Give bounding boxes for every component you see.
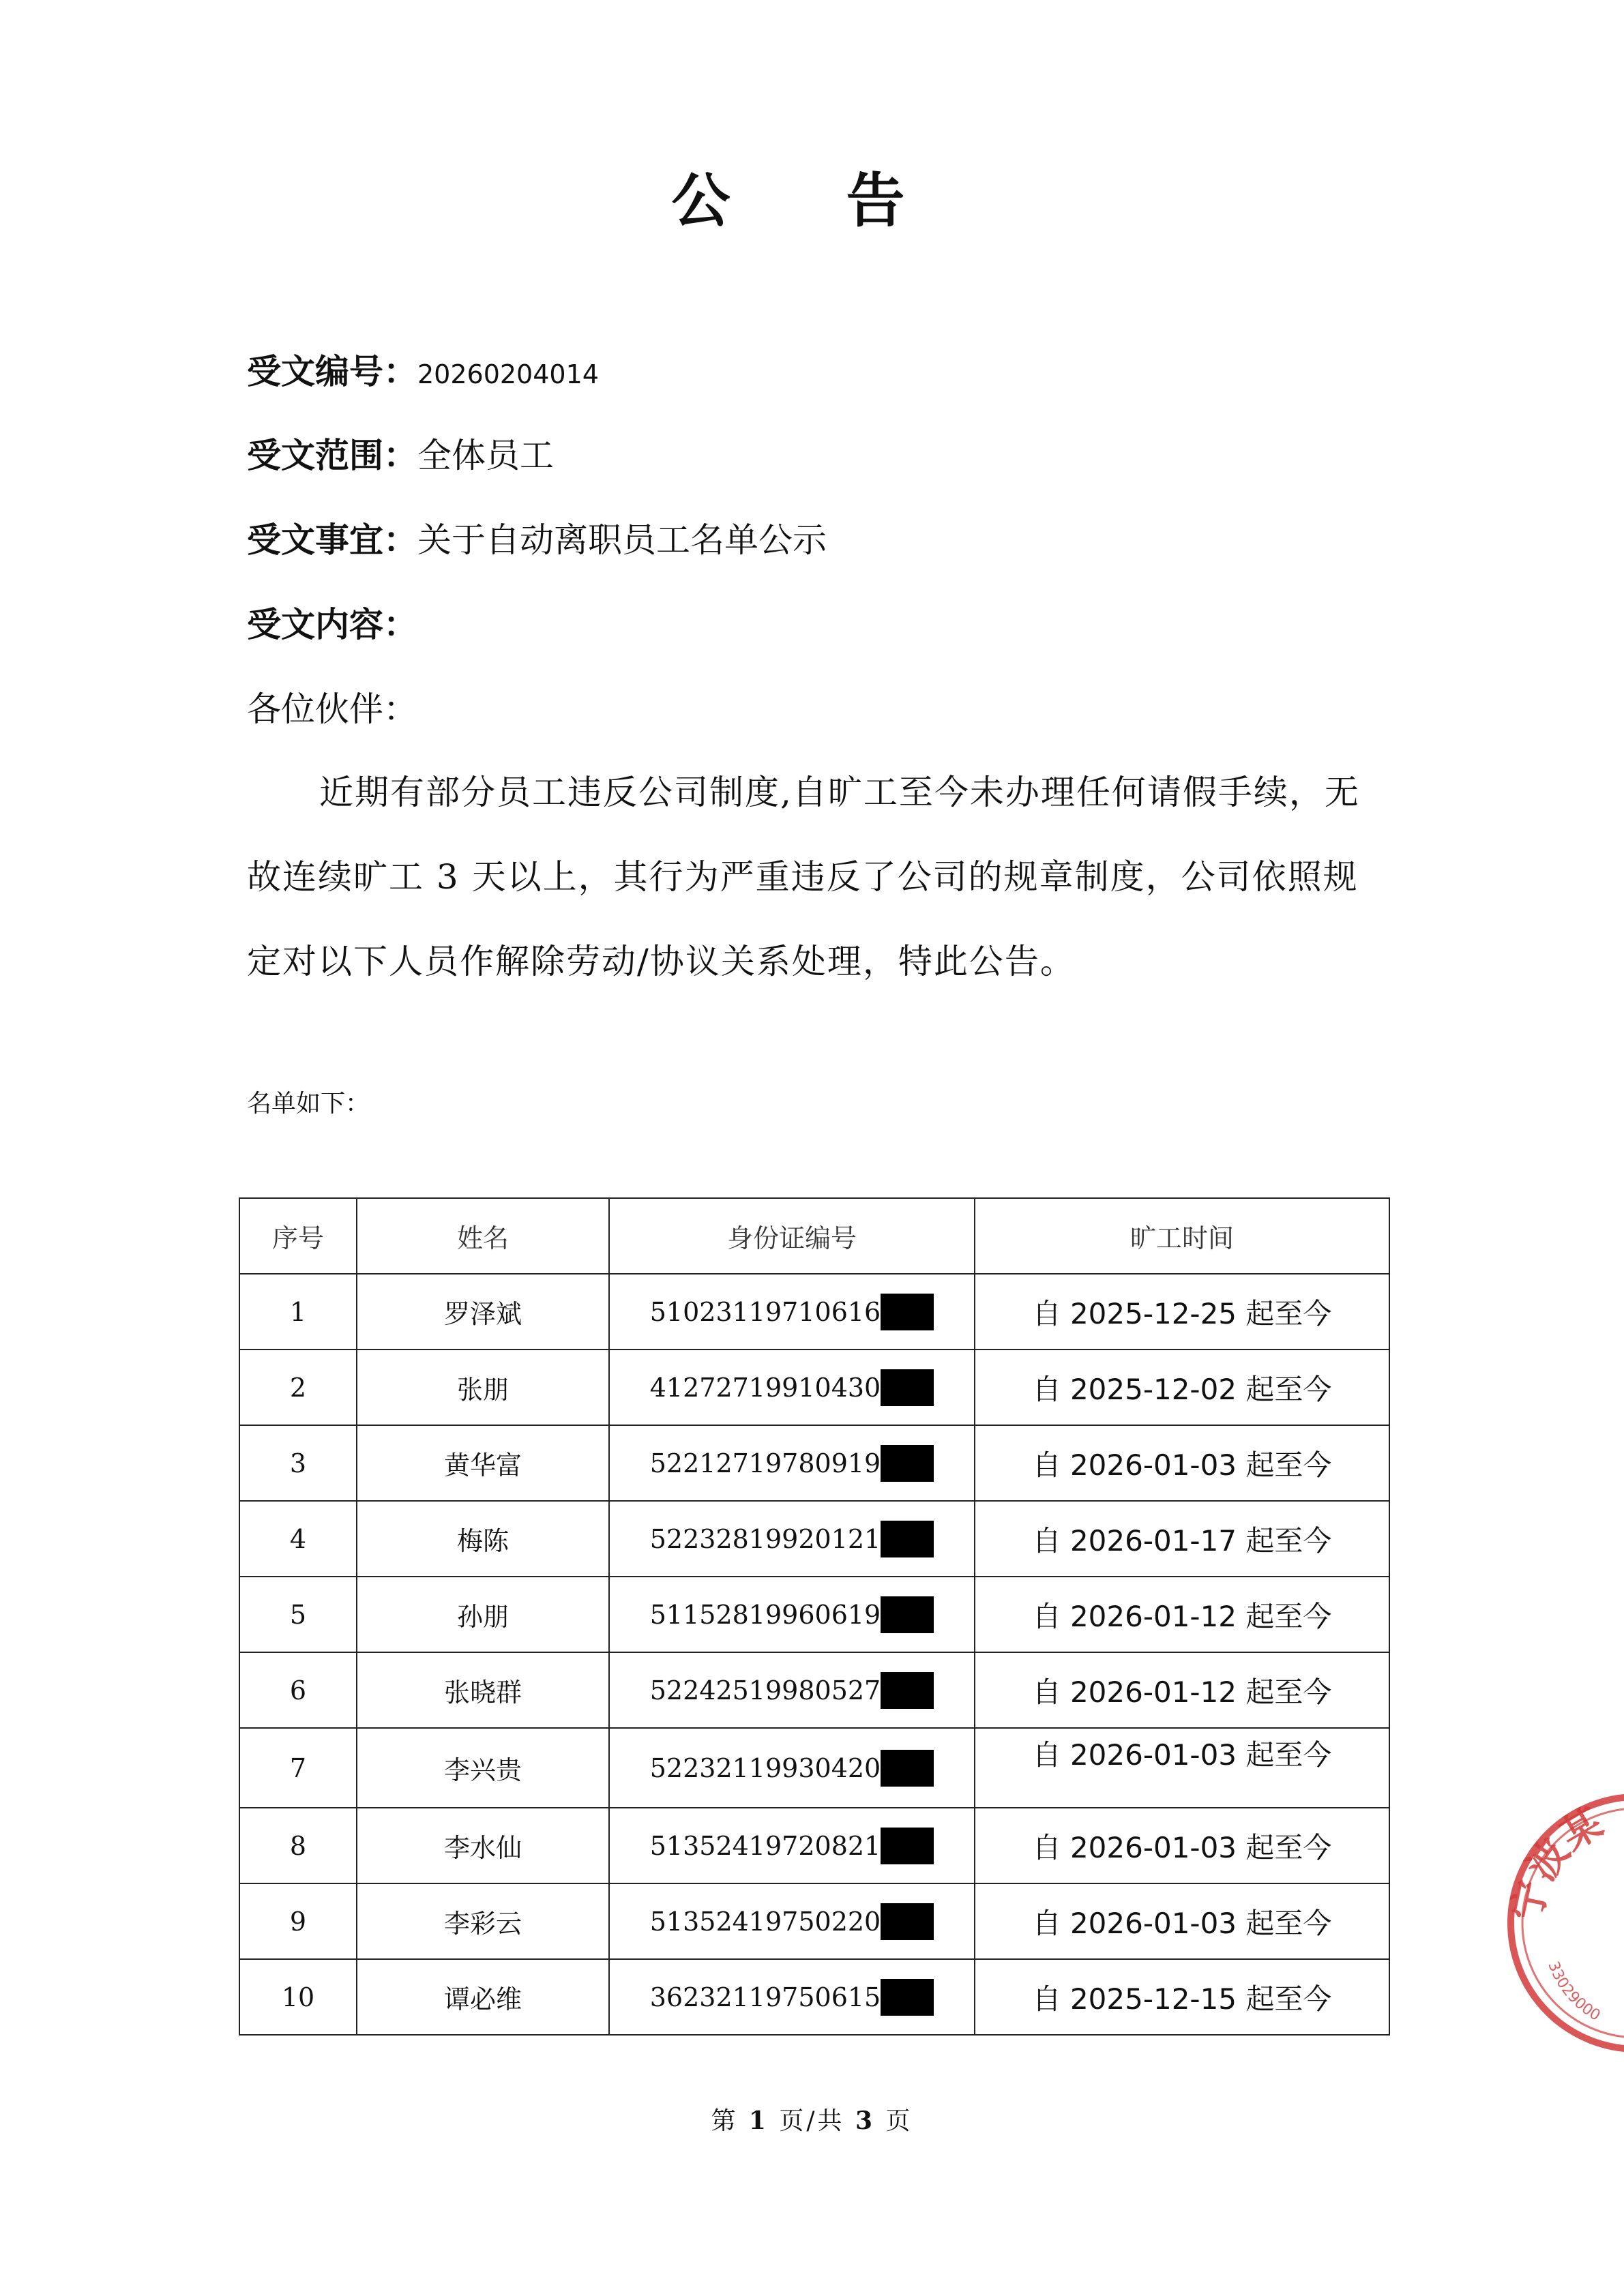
redaction-block [881, 1672, 934, 1709]
row-number: 2 [239, 1350, 357, 1425]
table-row [239, 1728, 1389, 1808]
row-name: 张朋 [357, 1350, 609, 1425]
body-paragraph: 近期有部分员工违反公司制度,自旷工至今未办理任何请假手续，无故连续旷工 3 天以上，其行为严重违反了公司的规章制度，公司依照规定对以下人员作解除劳动/协议关系处理，特此公告。 [247, 773, 1360, 981]
redaction-block [881, 1445, 934, 1482]
table-row [239, 1652, 1389, 1728]
meta-label: 受文编号： [247, 351, 417, 391]
redaction-block [881, 1903, 934, 1940]
table-row [239, 1883, 1389, 1959]
id-visible: 52232819920121 [649, 1523, 881, 1554]
id-visible: 51352419750220 [649, 1906, 881, 1937]
redaction-block [881, 1521, 934, 1557]
company-seal-stamp [1501, 1787, 1624, 2059]
header-name: 姓名 [357, 1198, 609, 1274]
row-time: 自 2026-01-12 起至今 [975, 1652, 1389, 1728]
redaction-block [881, 1369, 934, 1406]
redaction-block [881, 1979, 934, 2016]
row-time: 自 2026-01-03 起至今 [975, 1883, 1389, 1959]
id-visible: 36232119750615 [649, 1982, 881, 2012]
row-time: 自 2025-12-25 起至今 [975, 1274, 1389, 1350]
row-number: 4 [239, 1501, 357, 1577]
meta-scope [247, 428, 554, 477]
header-id-number: 身份证编号 [609, 1198, 975, 1274]
employee-table [239, 1197, 1390, 2036]
id-visible: 52242519980527 [649, 1675, 881, 1705]
table-row [239, 1959, 1389, 2035]
row-name: 李水仙 [357, 1808, 609, 1883]
id-visible: 52212719780919 [649, 1448, 881, 1478]
row-number: 8 [239, 1808, 357, 1883]
table-row [239, 1501, 1389, 1577]
row-id [609, 1350, 975, 1425]
greeting: 各位伙伴： [247, 689, 417, 729]
id-visible: 51023119710616 [649, 1296, 881, 1327]
row-id [609, 1577, 975, 1652]
id-visible: 51352419720821 [649, 1830, 881, 1861]
table-row [239, 1808, 1389, 1883]
row-id [609, 1425, 975, 1501]
row-id [609, 1883, 975, 1959]
svg-text:宁波某 [1503, 1799, 1610, 1924]
meta-value: 全体员工 [417, 436, 554, 475]
row-time: 自 2026-01-03 起至今 [975, 1728, 1389, 1808]
redaction-block [881, 1294, 934, 1330]
meta-doc-number [247, 344, 599, 393]
meta-label: 受文事宜： [247, 520, 417, 560]
header-absence-time: 旷工时间 [975, 1198, 1389, 1274]
row-number: 3 [239, 1425, 357, 1501]
id-visible: 51152819960619 [649, 1599, 881, 1630]
row-name: 李彩云 [357, 1883, 609, 1959]
row-number: 5 [239, 1577, 357, 1652]
row-time: 自 2026-01-12 起至今 [975, 1577, 1389, 1652]
row-number: 10 [239, 1959, 357, 2035]
row-id [609, 1808, 975, 1883]
table-row [239, 1274, 1389, 1350]
header-number: 序号 [239, 1198, 357, 1274]
redaction-block [881, 1596, 934, 1633]
row-number: 1 [239, 1274, 357, 1350]
row-id [609, 1274, 975, 1350]
row-time: 自 2026-01-03 起至今 [975, 1425, 1389, 1501]
row-time: 自 2025-12-15 起至今 [975, 1959, 1389, 2035]
row-number: 6 [239, 1652, 357, 1728]
seal-number: 33029000 [1544, 1959, 1604, 2025]
table-row [239, 1425, 1389, 1501]
row-name: 罗泽斌 [357, 1274, 609, 1350]
footer-total-pages: 3 [855, 2106, 876, 2135]
footer-suffix: 页 [885, 2107, 913, 2135]
row-name: 孙朋 [357, 1577, 609, 1652]
id-visible: 41272719910430 [649, 1372, 881, 1403]
meta-label: 受文范围： [247, 435, 417, 475]
meta-content [247, 597, 417, 646]
table-header-row [239, 1198, 1389, 1274]
row-id [609, 1652, 975, 1728]
footer-prefix: 第 [711, 2107, 739, 2135]
footer-mid: 页/共 [779, 2107, 845, 2135]
table-row [239, 1350, 1389, 1425]
meta-value: 20260204014 [417, 359, 599, 389]
redaction-block [881, 1828, 934, 1864]
row-id [609, 1501, 975, 1577]
page-footer [0, 2102, 1624, 2136]
row-name: 黄华富 [357, 1425, 609, 1501]
footer-page-number: 1 [748, 2106, 769, 2135]
redaction-block [881, 1750, 934, 1787]
row-time: 自 2026-01-17 起至今 [975, 1501, 1389, 1577]
row-time: 自 2025-12-02 起至今 [975, 1350, 1389, 1425]
row-time: 自 2026-01-03 起至今 [975, 1808, 1389, 1883]
row-name: 李兴贵 [357, 1728, 609, 1808]
row-name: 梅陈 [357, 1501, 609, 1577]
row-number: 7 [239, 1728, 357, 1808]
meta-value: 关于自动离职员工名单公示 [417, 520, 827, 560]
row-id [609, 1728, 975, 1808]
meta-subject [247, 513, 827, 562]
list-intro: 名单如下： [247, 1090, 370, 1118]
id-visible: 52232119930420 [649, 1753, 881, 1783]
row-name: 谭必维 [357, 1959, 609, 2035]
meta-label: 受文内容： [247, 604, 417, 644]
table-row [239, 1577, 1389, 1652]
seal-text: 宁波某 [1503, 1799, 1610, 1925]
page-title: 公 告 [671, 166, 953, 235]
row-name: 张晓群 [357, 1652, 609, 1728]
row-number: 9 [239, 1883, 357, 1959]
row-id [609, 1959, 975, 2035]
